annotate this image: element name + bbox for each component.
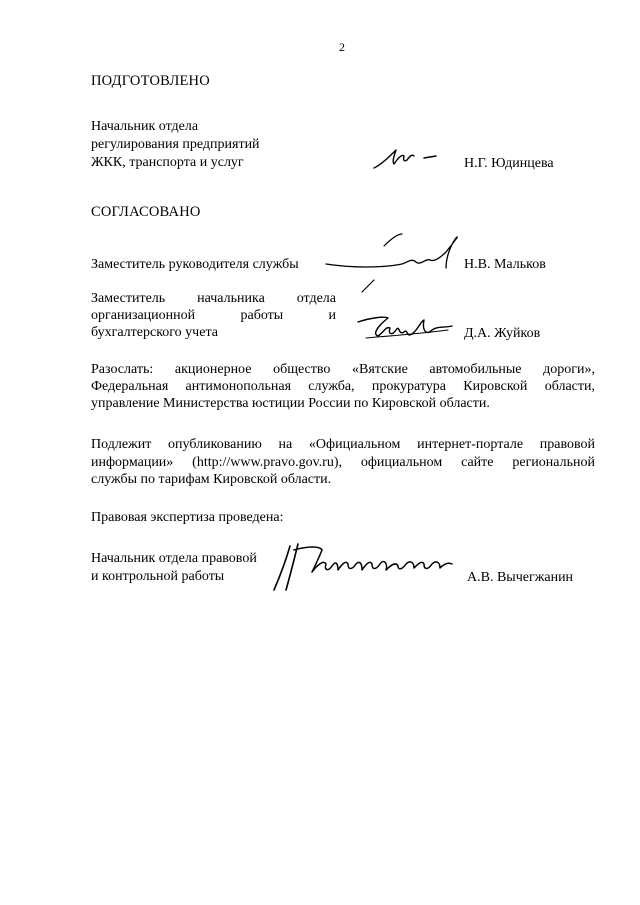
signature-yudintseva (370, 142, 450, 172)
position-word: организационной (91, 308, 196, 323)
signature-vychegzhanin (268, 540, 464, 596)
prepared-position-line: ЖКК, транспорта и услуг (91, 155, 244, 170)
distribution-line: Федеральная антимонопольная служба, прокуратура Кировской области, (91, 379, 595, 394)
distribution-line: управление Министерства юстиции России по Кировской области. (91, 396, 490, 411)
position-word: работы (240, 308, 284, 323)
deputy-dept-position-line (91, 307, 336, 325)
deputy-dept-name: Д.А. Жуйков (464, 326, 541, 341)
legal-review-position-line: и контрольной работы (91, 569, 225, 584)
publication-line: информации» (http://www.pravo.gov.ru), официальном сайте региональной (91, 455, 595, 470)
legal-review-signatory-name: А.В. Вычегжанин (467, 570, 574, 585)
page-number: 2 (339, 40, 345, 54)
legal-review-statement: Правовая экспертиза проведена: (91, 510, 284, 525)
legal-review-position-line: Начальник отдела правовой (91, 551, 257, 566)
position-word: Заместитель (91, 291, 166, 306)
signature-malkov (322, 228, 472, 308)
prepared-position-line: регулирования предприятий (91, 137, 260, 152)
prepared-position-line: Начальник отдела (91, 119, 199, 134)
agreed-heading: СОГЛАСОВАНО (91, 204, 201, 220)
distribution-line: Разослать: акционерное общество «Вятские автомобильные дороги», (91, 362, 595, 377)
prepared-signatory-name: Н.Г. Юдинцева (464, 156, 554, 171)
deputy-dept-position-line: бухгалтерского учета (91, 325, 218, 340)
signature-zhuikov (348, 308, 466, 348)
prepared-heading: ПОДГОТОВЛЕНО (91, 73, 210, 89)
position-word: отдела (296, 291, 337, 306)
publication-line: службы по тарифам Кировской области. (91, 472, 332, 487)
position-word: начальника (197, 291, 265, 306)
deputy-head-name: Н.В. Мальков (464, 257, 546, 272)
publication-line: Подлежит опубликованию на «Официальном интернет-портале правовой (91, 437, 595, 452)
deputy-head-position: Заместитель руководителя службы (91, 257, 299, 272)
deputy-dept-position-line (91, 290, 336, 308)
position-word: и (328, 308, 336, 323)
